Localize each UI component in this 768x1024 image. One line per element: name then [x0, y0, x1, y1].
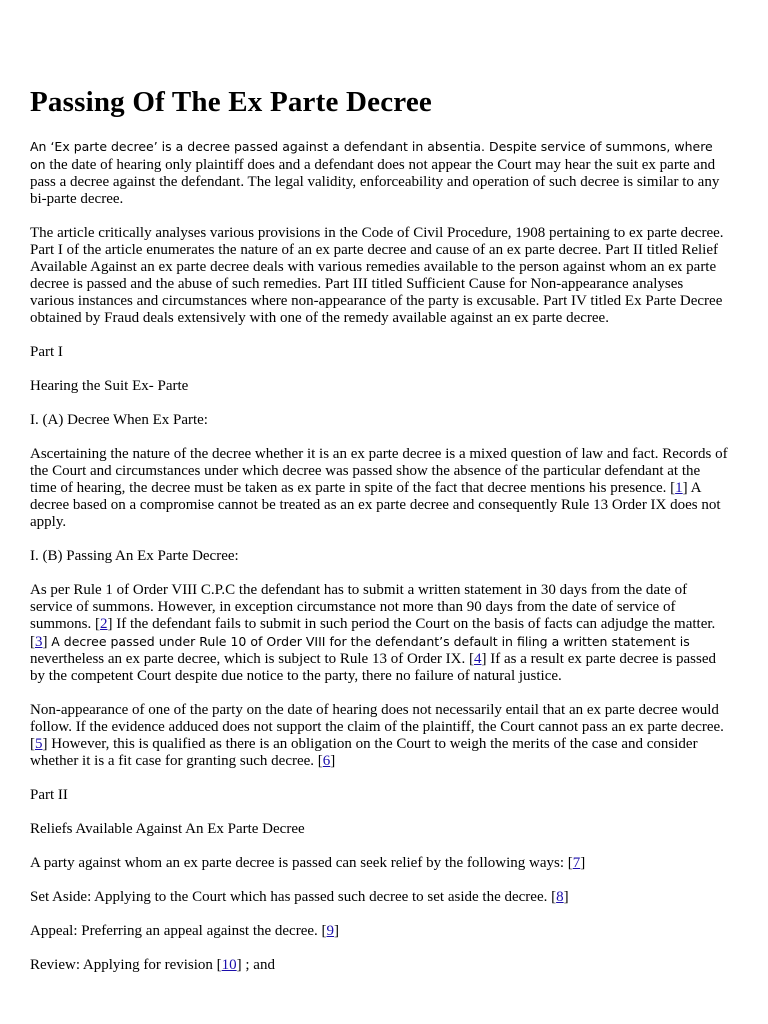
intro-rest-text: the date of hearing only plaintiff does and a defendant does not appear the Court may hear the suit ex parte and pass a decree against the defendant. The legal validity, enforceability and operation of such decree is similar to any bi-parte decree.	[30, 157, 720, 207]
part-2-heading: Reliefs Available Against An Ex Parte Decree	[30, 821, 305, 837]
part-2-label: Part II	[30, 787, 68, 803]
reliefs-intro-paragraph	[30, 855, 728, 872]
section-b-text-3: ]	[42, 634, 52, 650]
section-b-text-1: As per Rule 1 of Order VIII C.P.C the defendant has to submit a written statement in 30 days from the date of service of summons. However, in exception circumstance not more than 90 days from the date of service of summons. [	[30, 582, 688, 632]
section-b-title: I. (B) Passing An Ex Parte Decree:	[30, 548, 239, 564]
intro-lead-text: An ‘Ex parte decree’ is a decree passed against a defendant in absentia. Despite service of summons, where on	[30, 139, 713, 172]
footnote-link-5[interactable]: 5	[35, 736, 43, 752]
section-c-paragraph	[30, 702, 728, 770]
reliefs-intro-text-1: A party against whom an ex parte decree is passed can seek relief by the following ways: [	[30, 855, 573, 871]
review-text-2: ] ; and	[236, 957, 275, 973]
reliefs-intro-text-2: ]	[580, 855, 586, 871]
section-c-text-2: ] However, this is qualified as there is an obligation on the Court to weigh the merits of the case and consider whether it is a fit case for granting such decree. [	[30, 736, 698, 769]
section-a-title: I. (A) Decree When Ex Parte:	[30, 412, 208, 428]
intro-paragraph	[30, 138, 728, 208]
part-1-label: Part I	[30, 344, 63, 360]
section-b-text-2: ] If the defendant fails to submit in such period the Court on the basis of facts can adjudge the matter. [	[30, 616, 716, 650]
section-a-text-2: ] A decree based on a compromise cannot be treated as an ex parte decree and consequently Rule 13 Order IX does not apply.	[30, 480, 721, 530]
footnote-link-9[interactable]: 9	[326, 923, 335, 939]
set-aside-text-1: Set Aside: Applying to the Court which has passed such decree to set aside the decree. [	[30, 889, 557, 905]
footnote-link-10[interactable]: 10	[221, 957, 237, 973]
review-paragraph	[30, 957, 728, 974]
set-aside-text-2: ]	[563, 889, 569, 905]
section-b-text-5: ] If as a result ex parte decree is passed by the competent Court despite due notice to the party, there no failure of natural justice.	[30, 651, 716, 684]
appeal-paragraph	[30, 923, 728, 940]
section-b-paragraph	[30, 582, 728, 685]
article-overview-paragraph: The article critically analyses various provisions in the Code of Civil Procedure, 1908 pertaining to ex parte decree. Part I of the article enumerates the nature of an ex parte decree and cause of an ex parte decree. Part II titled Relief Available Against an ex parte decree deals with various remedies available to the person against whom an ex parte decree is passed and the abuse of such remedies. Part III titled Sufficient Cause for Non-appearance analyses various instances and circumstances where non-appearance of the party is excusable. Part IV titled Ex Parte Decree obtained by Fraud deals extensively with one of the remedy available against an ex parte decree.	[30, 225, 724, 326]
section-a-text-1: Ascertaining the nature of the decree whether it is an ex parte decree is a mixed question of law and fact. Records of the Court and circumstances under which decree was passed show the absence of the particular defendant at the time of hearing, the decree must be taken as ex parte in spite of the fact that decree mentions his presence. [	[30, 446, 728, 496]
section-a-paragraph	[30, 446, 728, 531]
part-1-heading: Hearing the Suit Ex- Parte	[30, 378, 189, 394]
section-c-text-3: ]	[330, 753, 336, 769]
section-b-text-4: nevertheless an ex parte decree, which is subject to Rule 13 of Order IX. [	[30, 651, 475, 667]
footnote-link-7[interactable]: 7	[572, 855, 581, 871]
footnote-link-3[interactable]: 3	[35, 634, 43, 650]
section-b-sans-text: A decree passed under Rule 10 of Order VIII for the defendant’s default in filing a written statement is	[51, 634, 690, 649]
footnote-link-1[interactable]: 1	[675, 480, 683, 496]
set-aside-paragraph	[30, 889, 728, 906]
appeal-text-2: ]	[334, 923, 340, 939]
footnote-link-2[interactable]: 2	[100, 616, 108, 632]
footnote-link-4[interactable]: 4	[474, 651, 482, 667]
review-text-1: Review: Applying for revision [	[30, 957, 222, 973]
section-c-text-1: Non-appearance of one of the party on the date of hearing does not necessarily entail that an ex parte decree would follow. If the evidence adduced does not support the claim of the plaintiff, the Court cannot pass an ex parte decree. [	[30, 702, 724, 752]
footnote-link-6[interactable]: 6	[322, 753, 331, 769]
page-title: Passing Of The Ex Parte Decree	[30, 86, 432, 118]
appeal-text-1: Appeal: Preferring an appeal against the decree. [	[30, 923, 327, 939]
footnote-link-8[interactable]: 8	[556, 889, 564, 905]
